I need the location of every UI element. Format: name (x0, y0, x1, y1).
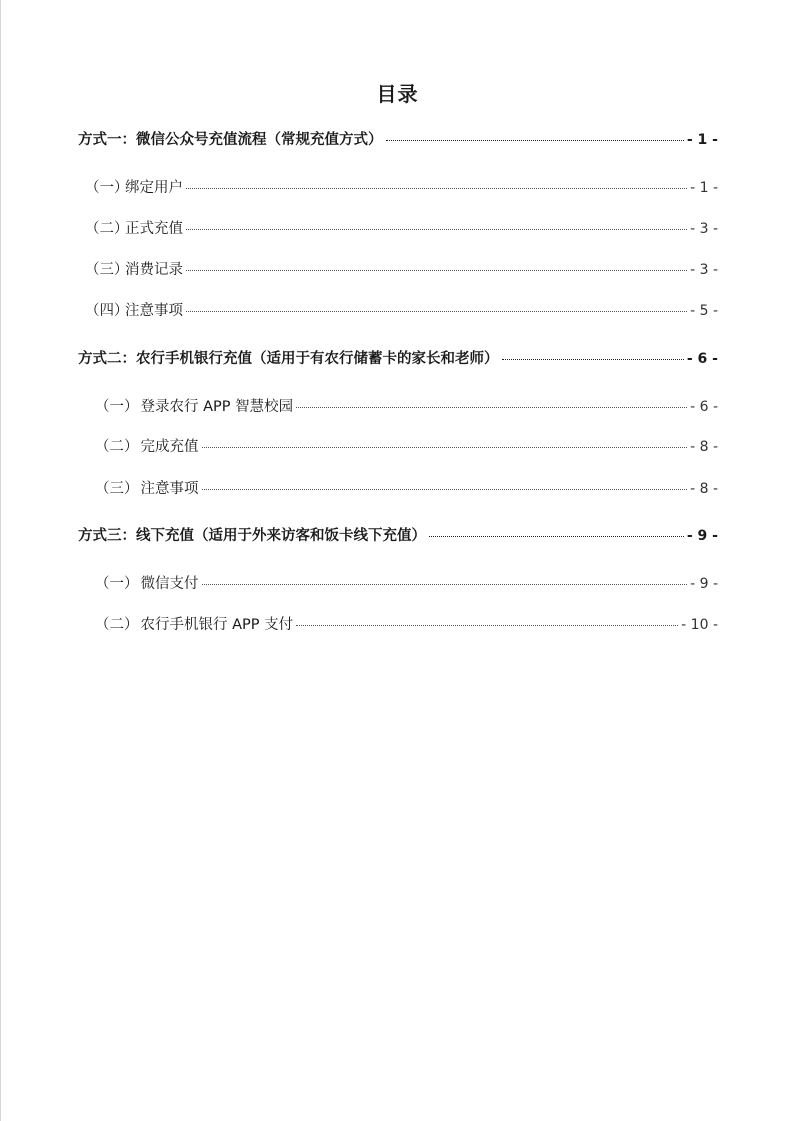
dot-leader (186, 188, 687, 189)
toc-page-number: - 9 - (686, 528, 718, 544)
toc-entry-number: （一） (95, 576, 139, 592)
toc-page-number: - 8 - (690, 481, 718, 497)
dot-leader (296, 407, 687, 408)
toc-entry-3-2[interactable] (95, 613, 718, 634)
toc-entry-1-3[interactable] (85, 258, 718, 279)
dot-leader (296, 625, 678, 626)
toc-page-number: - 5 - (690, 303, 718, 319)
toc-title: 目录 (376, 82, 419, 106)
toc-page-number: - 1 - (690, 180, 718, 196)
toc-entry-text: 登录农行 APP 智慧校园 (140, 399, 294, 415)
dot-leader (186, 229, 687, 230)
dot-leader (186, 270, 687, 271)
dot-leader (202, 447, 688, 448)
toc-entry-2-2[interactable] (95, 435, 718, 456)
toc-entry-text: 注意事项 (140, 481, 199, 497)
dot-leader (202, 584, 688, 585)
toc-entry-text: 正式充值 (125, 221, 183, 237)
dot-leader (429, 536, 684, 537)
toc-page-number: - 1 - (686, 132, 718, 148)
dot-leader (186, 311, 687, 312)
toc-entry-text: 绑定用户 (125, 180, 183, 196)
toc-entry-text: 方式二：农行手机银行充值（适用于有农行储蓄卡的家长和老师） (78, 351, 499, 367)
toc-page-number: - 3 - (690, 262, 718, 278)
toc-entry-number: （三） (85, 262, 129, 278)
toc-entry-text: 方式三：线下充值（适用于外来访客和饭卡线下充值） (78, 528, 426, 544)
dot-leader (202, 489, 688, 490)
toc-entry-number: （三） (95, 481, 139, 497)
toc-entry-text: 微信支付 (140, 576, 199, 592)
toc-entry-number: （二） (85, 221, 129, 237)
toc-entry-2-1[interactable] (95, 395, 718, 416)
toc-entry-method-3[interactable] (78, 524, 718, 545)
toc-entry-number: （一） (95, 399, 139, 415)
toc-page-number: - 10 - (681, 617, 718, 633)
toc-page-number: - 6 - (686, 351, 718, 367)
dot-leader (386, 140, 684, 141)
toc-page-number: - 3 - (690, 221, 718, 237)
toc-entry-1-2[interactable] (85, 217, 718, 238)
toc-page-number: - 9 - (690, 576, 718, 592)
toc-entry-number: （二） (95, 617, 139, 633)
toc-entry-number: （二） (95, 439, 139, 455)
toc-page-number: - 6 - (690, 399, 718, 415)
toc-entry-number: （四） (85, 303, 129, 319)
toc-entry-number: （一） (85, 180, 129, 196)
toc-entry-text: 消费记录 (125, 262, 183, 278)
dot-leader (502, 359, 684, 360)
toc-entry-1-1[interactable] (85, 176, 718, 197)
toc-entry-text: 农行手机银行 APP 支付 (140, 617, 294, 633)
toc-entry-text: 注意事项 (125, 303, 183, 319)
toc-entry-3-1[interactable] (95, 572, 718, 593)
toc-entry-text: 完成充值 (140, 439, 199, 455)
toc-page-number: - 8 - (690, 439, 718, 455)
toc-entry-method-2[interactable] (78, 347, 718, 368)
toc-entry-method-1[interactable] (78, 128, 718, 149)
toc-entry-2-3[interactable] (95, 477, 718, 498)
toc-entry-1-4[interactable] (85, 299, 718, 320)
toc-entry-text: 方式一：微信公众号充值流程（常规充值方式） (78, 132, 383, 148)
